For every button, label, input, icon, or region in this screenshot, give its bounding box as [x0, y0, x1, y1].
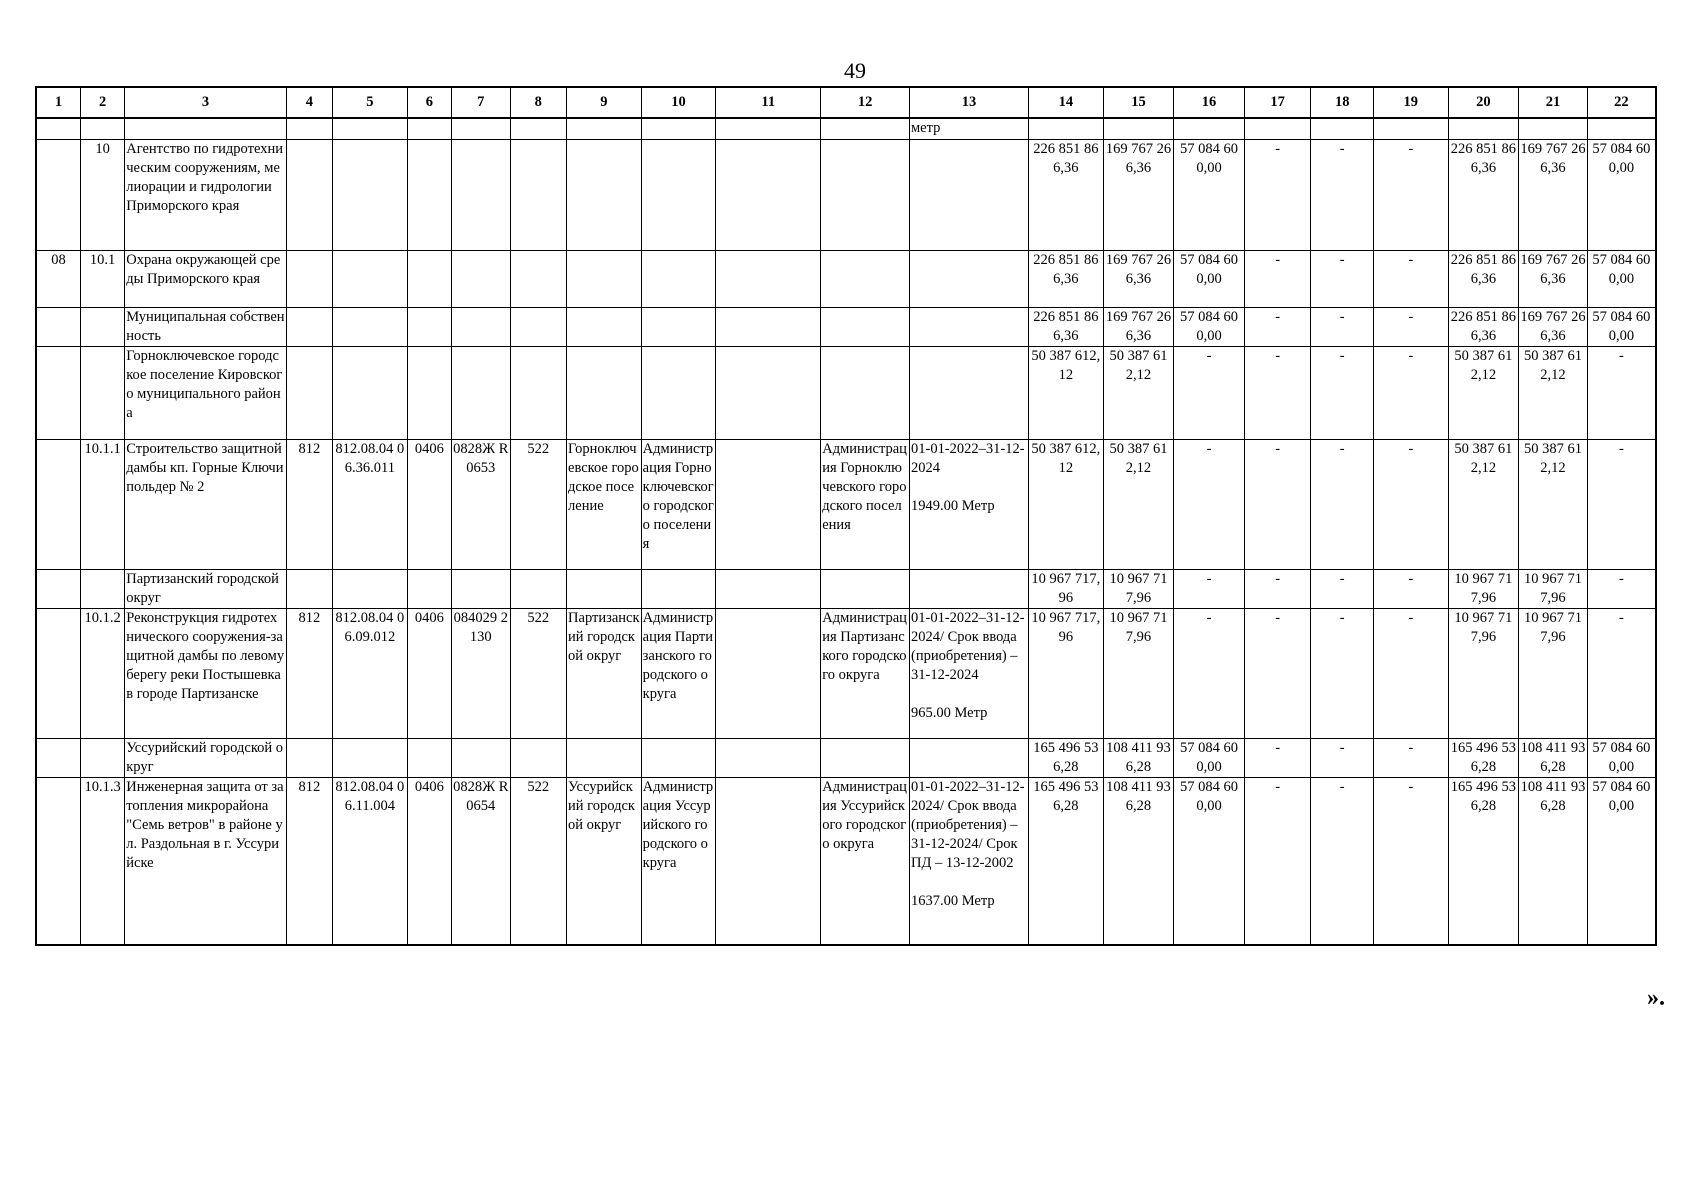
cell-col-4	[286, 118, 332, 139]
cell-col-17: -	[1244, 439, 1311, 569]
cell-col-9	[567, 250, 642, 307]
cell-col-20: 165 496 536,28	[1448, 777, 1519, 945]
table-row-group	[36, 346, 1656, 439]
cell-col-7: 0828Ж R0654	[452, 777, 511, 945]
cell-col-16: 57 084 600,00	[1174, 307, 1245, 346]
cell-col-10	[641, 738, 716, 777]
cell-col-16: -	[1174, 608, 1245, 738]
cell-col-6: 0406	[407, 608, 451, 738]
cell-col-13	[909, 738, 1028, 777]
cell-col-16: 57 084 600,00	[1174, 777, 1245, 945]
cell-col-11	[716, 250, 821, 307]
cell-col-18	[1311, 118, 1374, 139]
cell-col-22: -	[1587, 569, 1656, 608]
cell-col-3: Реконструкция гидротехнического сооружения-защитной дамбы по левому берегу реки Постышевка в городе Партизанске	[125, 608, 286, 738]
cell-col-17: -	[1244, 738, 1311, 777]
cell-col-3: Строительство защитной дамбы кп. Горные Ключи польдер № 2	[125, 439, 286, 569]
cell-col-19: -	[1373, 439, 1448, 569]
cell-col-4: 812	[286, 608, 332, 738]
cell-col-15: 108 411 936,28	[1103, 738, 1174, 777]
cell-col-15	[1103, 118, 1174, 139]
cell-col-3: Партизанский городской округ	[125, 569, 286, 608]
cell-col-1	[36, 777, 80, 945]
cell-col-3: Горноключевское городское поселение Кировского муниципального района	[125, 346, 286, 439]
cell-col-21: 108 411 936,28	[1519, 777, 1588, 945]
cell-col-14: 226 851 866,36	[1029, 139, 1104, 250]
cell-col-18: -	[1311, 439, 1374, 569]
cell-col-1	[36, 738, 80, 777]
cell-col-7	[452, 139, 511, 250]
cell-col-13	[909, 307, 1028, 346]
cell-col-7: 084029 2130	[452, 608, 511, 738]
cell-col-20: 50 387 612,12	[1448, 346, 1519, 439]
cell-col-2	[80, 307, 124, 346]
cell-col-19: -	[1373, 738, 1448, 777]
cell-col-10	[641, 346, 716, 439]
cell-col-5	[333, 250, 408, 307]
cell-col-21: 10 967 717,96	[1519, 569, 1588, 608]
cell-col-15: 10 967 717,96	[1103, 569, 1174, 608]
column-header-21: 21	[1519, 87, 1588, 118]
cell-col-18: -	[1311, 777, 1374, 945]
cell-col-6: 0406	[407, 439, 451, 569]
cell-col-20	[1448, 118, 1519, 139]
cell-col-10	[641, 118, 716, 139]
column-header-20: 20	[1448, 87, 1519, 118]
cell-col-6	[407, 738, 451, 777]
cell-col-5	[333, 346, 408, 439]
cell-col-9	[567, 569, 642, 608]
cell-col-3: Уссурийский городской округ	[125, 738, 286, 777]
column-header-6: 6	[407, 87, 451, 118]
cell-col-11	[716, 569, 821, 608]
cell-col-21: 169 767 266,36	[1519, 307, 1588, 346]
cell-col-20: 50 387 612,12	[1448, 439, 1519, 569]
cell-col-17: -	[1244, 307, 1311, 346]
cell-col-5	[333, 569, 408, 608]
cell-col-11	[716, 439, 821, 569]
table-row-group	[36, 738, 1656, 777]
cell-col-8: 522	[510, 439, 566, 569]
cell-col-15: 50 387 612,12	[1103, 346, 1174, 439]
cell-col-13: метр	[909, 118, 1028, 139]
cell-col-1	[36, 346, 80, 439]
cell-col-3: Муниципальная собственность	[125, 307, 286, 346]
cell-col-7	[452, 346, 511, 439]
cell-col-16: 57 084 600,00	[1174, 738, 1245, 777]
cell-col-6	[407, 307, 451, 346]
table-row-item	[36, 608, 1656, 738]
cell-col-14: 50 387 612,12	[1029, 439, 1104, 569]
cell-col-3	[125, 118, 286, 139]
cell-col-18: -	[1311, 738, 1374, 777]
cell-col-4	[286, 307, 332, 346]
cell-col-17: -	[1244, 569, 1311, 608]
cell-col-3: Агентство по гидротехническим сооружениям, мелиорации и гидрологии Приморского края	[125, 139, 286, 250]
cell-col-15: 169 767 266,36	[1103, 307, 1174, 346]
cell-col-12	[821, 139, 910, 250]
cell-col-18: -	[1311, 250, 1374, 307]
cell-col-20: 165 496 536,28	[1448, 738, 1519, 777]
cell-col-22: -	[1587, 439, 1656, 569]
cell-col-11	[716, 139, 821, 250]
cell-col-13	[909, 139, 1028, 250]
cell-col-16	[1174, 118, 1245, 139]
table-row-item	[36, 777, 1656, 945]
table-body	[36, 118, 1656, 945]
cell-col-17: -	[1244, 139, 1311, 250]
header-row	[36, 87, 1656, 118]
cell-col-19: -	[1373, 346, 1448, 439]
cell-col-17: -	[1244, 346, 1311, 439]
cell-col-21: 50 387 612,12	[1519, 439, 1588, 569]
table-row-group	[36, 307, 1656, 346]
cell-col-1	[36, 569, 80, 608]
cell-col-8: 522	[510, 608, 566, 738]
cell-col-11	[716, 738, 821, 777]
cell-col-14: 165 496 536,28	[1029, 738, 1104, 777]
cell-col-13	[909, 250, 1028, 307]
cell-col-10: Администрация Партизанского городского округа	[641, 608, 716, 738]
cell-col-3: Охрана окружающей среды Приморского края	[125, 250, 286, 307]
column-header-13: 13	[909, 87, 1028, 118]
cell-col-19: -	[1373, 307, 1448, 346]
cell-col-8	[510, 250, 566, 307]
budget-table	[35, 86, 1657, 946]
cell-col-4: 812	[286, 439, 332, 569]
cell-col-22: 57 084 600,00	[1587, 738, 1656, 777]
cell-col-22: -	[1587, 346, 1656, 439]
cell-col-3: Инженерная защита от затопления микрорайона "Семь ветров" в районе ул. Раздольная в г. Уссурийске	[125, 777, 286, 945]
cell-col-15: 108 411 936,28	[1103, 777, 1174, 945]
cell-col-15: 169 767 266,36	[1103, 139, 1174, 250]
cell-col-9	[567, 346, 642, 439]
cell-col-6	[407, 569, 451, 608]
cell-col-4	[286, 250, 332, 307]
cell-col-13	[909, 569, 1028, 608]
column-header-16: 16	[1174, 87, 1245, 118]
cell-col-1: 08	[36, 250, 80, 307]
cell-col-7	[452, 250, 511, 307]
cell-col-13: 01-01-2022–31-12-2024/ Срок ввода (приобретения) – 31-12-2024 965.00 Метр	[909, 608, 1028, 738]
cell-col-1	[36, 439, 80, 569]
cell-col-19: -	[1373, 608, 1448, 738]
cell-col-2	[80, 738, 124, 777]
cell-col-14: 50 387 612,12	[1029, 346, 1104, 439]
column-header-3: 3	[125, 87, 286, 118]
cell-col-12	[821, 569, 910, 608]
cell-col-14	[1029, 118, 1104, 139]
cell-col-2: 10.1.1	[80, 439, 124, 569]
cell-col-5	[333, 307, 408, 346]
cell-col-21: 169 767 266,36	[1519, 139, 1588, 250]
column-header-19: 19	[1373, 87, 1448, 118]
cell-col-18: -	[1311, 569, 1374, 608]
cell-col-5	[333, 118, 408, 139]
cell-col-21: 50 387 612,12	[1519, 346, 1588, 439]
cell-col-18: -	[1311, 139, 1374, 250]
cell-col-6	[407, 118, 451, 139]
column-header-11: 11	[716, 87, 821, 118]
cell-col-21	[1519, 118, 1588, 139]
cell-col-17	[1244, 118, 1311, 139]
column-header-2: 2	[80, 87, 124, 118]
cell-col-14: 10 967 717,96	[1029, 569, 1104, 608]
cell-col-11	[716, 346, 821, 439]
cell-col-4	[286, 139, 332, 250]
cell-col-8	[510, 139, 566, 250]
cell-col-1	[36, 608, 80, 738]
table-row-group	[36, 139, 1656, 250]
cell-col-17: -	[1244, 250, 1311, 307]
cell-col-2	[80, 118, 124, 139]
cell-col-9	[567, 307, 642, 346]
cell-col-6: 0406	[407, 777, 451, 945]
cell-col-21: 169 767 266,36	[1519, 250, 1588, 307]
cell-col-9: Горноключевское городское поселение	[567, 439, 642, 569]
cell-col-1	[36, 118, 80, 139]
column-header-10: 10	[641, 87, 716, 118]
cell-col-13	[909, 346, 1028, 439]
cell-col-16: -	[1174, 439, 1245, 569]
cell-col-4	[286, 346, 332, 439]
closing-quote-mark: ».	[1647, 985, 1665, 1011]
cell-col-12: Администрация Уссурийского городского округа	[821, 777, 910, 945]
column-header-14: 14	[1029, 87, 1104, 118]
column-header-8: 8	[510, 87, 566, 118]
column-header-7: 7	[452, 87, 511, 118]
column-header-9: 9	[567, 87, 642, 118]
column-header-4: 4	[286, 87, 332, 118]
cell-col-15: 169 767 266,36	[1103, 250, 1174, 307]
cell-col-2	[80, 346, 124, 439]
cell-col-5: 812.08.04 06.09.012	[333, 608, 408, 738]
cell-col-12	[821, 738, 910, 777]
page-number: 49	[844, 58, 866, 83]
cell-col-14: 10 967 717,96	[1029, 608, 1104, 738]
cell-col-19: -	[1373, 250, 1448, 307]
column-header-1: 1	[36, 87, 80, 118]
cell-col-10	[641, 139, 716, 250]
cell-col-19: -	[1373, 569, 1448, 608]
cell-col-9: Партизанский городской округ	[567, 608, 642, 738]
cell-col-10	[641, 307, 716, 346]
cell-col-22: 57 084 600,00	[1587, 139, 1656, 250]
column-header-17: 17	[1244, 87, 1311, 118]
cell-col-1	[36, 139, 80, 250]
cell-col-14: 226 851 866,36	[1029, 307, 1104, 346]
cell-col-21: 108 411 936,28	[1519, 738, 1588, 777]
table-row-group	[36, 250, 1656, 307]
cell-col-20: 226 851 866,36	[1448, 307, 1519, 346]
cell-col-7	[452, 738, 511, 777]
cell-col-17: -	[1244, 777, 1311, 945]
cell-col-11	[716, 608, 821, 738]
cell-col-16: 57 084 600,00	[1174, 139, 1245, 250]
cell-col-7	[452, 307, 511, 346]
cell-col-10: Администрация Уссурийского городского округа	[641, 777, 716, 945]
cell-col-8	[510, 118, 566, 139]
cell-col-21: 10 967 717,96	[1519, 608, 1588, 738]
cell-col-16: -	[1174, 346, 1245, 439]
cell-col-20: 226 851 866,36	[1448, 250, 1519, 307]
cell-col-11	[716, 307, 821, 346]
cell-col-10: Администрация Горноключевского городского поселения	[641, 439, 716, 569]
cell-col-18: -	[1311, 608, 1374, 738]
cell-col-12	[821, 118, 910, 139]
cell-col-12	[821, 250, 910, 307]
cell-col-9	[567, 118, 642, 139]
column-header-15: 15	[1103, 87, 1174, 118]
column-header-22: 22	[1587, 87, 1656, 118]
cell-col-4: 812	[286, 777, 332, 945]
cell-col-19	[1373, 118, 1448, 139]
cell-col-6	[407, 250, 451, 307]
cell-col-15: 10 967 717,96	[1103, 608, 1174, 738]
cell-col-11	[716, 118, 821, 139]
cell-col-19: -	[1373, 139, 1448, 250]
cell-col-20: 226 851 866,36	[1448, 139, 1519, 250]
cell-col-22: 57 084 600,00	[1587, 307, 1656, 346]
cell-col-4	[286, 738, 332, 777]
cell-col-12	[821, 307, 910, 346]
cell-col-8	[510, 346, 566, 439]
cell-col-13: 01-01-2022–31-12-2024 1949.00 Метр	[909, 439, 1028, 569]
cell-col-15: 50 387 612,12	[1103, 439, 1174, 569]
cell-col-12	[821, 346, 910, 439]
cell-col-5: 812.08.04 06.36.011	[333, 439, 408, 569]
cell-col-9	[567, 738, 642, 777]
cell-col-2: 10.1.2	[80, 608, 124, 738]
cell-col-5	[333, 139, 408, 250]
cell-col-11	[716, 777, 821, 945]
cell-col-9	[567, 139, 642, 250]
cell-col-2: 10.1.3	[80, 777, 124, 945]
cell-col-20: 10 967 717,96	[1448, 569, 1519, 608]
cell-col-5	[333, 738, 408, 777]
table-row-group	[36, 569, 1656, 608]
column-header-5: 5	[333, 87, 408, 118]
cell-col-20: 10 967 717,96	[1448, 608, 1519, 738]
cell-col-18: -	[1311, 346, 1374, 439]
cell-col-7	[452, 569, 511, 608]
cell-col-2	[80, 569, 124, 608]
cell-col-17: -	[1244, 608, 1311, 738]
cell-col-8	[510, 307, 566, 346]
column-header-12: 12	[821, 87, 910, 118]
cell-col-14: 226 851 866,36	[1029, 250, 1104, 307]
cell-col-1	[36, 307, 80, 346]
cell-col-12: Администрация Горноключевского городского поселения	[821, 439, 910, 569]
cell-col-4	[286, 569, 332, 608]
cell-col-22: -	[1587, 608, 1656, 738]
cell-col-16: 57 084 600,00	[1174, 250, 1245, 307]
cell-col-19: -	[1373, 777, 1448, 945]
cell-col-2: 10	[80, 139, 124, 250]
cell-col-5: 812.08.04 06.11.004	[333, 777, 408, 945]
cell-col-8	[510, 738, 566, 777]
cell-col-6	[407, 139, 451, 250]
cell-col-14: 165 496 536,28	[1029, 777, 1104, 945]
column-header-18: 18	[1311, 87, 1374, 118]
cell-col-2: 10.1	[80, 250, 124, 307]
cell-col-12: Администрация Партизанского городского округа	[821, 608, 910, 738]
cell-col-9: Уссурийский городской округ	[567, 777, 642, 945]
cell-col-22: 57 084 600,00	[1587, 250, 1656, 307]
table-row-group	[36, 118, 1656, 139]
cell-col-10	[641, 250, 716, 307]
cell-col-22	[1587, 118, 1656, 139]
cell-col-8: 522	[510, 777, 566, 945]
cell-col-7: 0828Ж R0653	[452, 439, 511, 569]
cell-col-10	[641, 569, 716, 608]
cell-col-18: -	[1311, 307, 1374, 346]
cell-col-13: 01-01-2022–31-12-2024/ Срок ввода (приобретения) – 31-12-2024/ Срок ПД – 13-12-2002 1637.00 Метр	[909, 777, 1028, 945]
cell-col-6	[407, 346, 451, 439]
cell-col-16: -	[1174, 569, 1245, 608]
cell-col-8	[510, 569, 566, 608]
cell-col-7	[452, 118, 511, 139]
cell-col-22: 57 084 600,00	[1587, 777, 1656, 945]
table-row-item	[36, 439, 1656, 569]
